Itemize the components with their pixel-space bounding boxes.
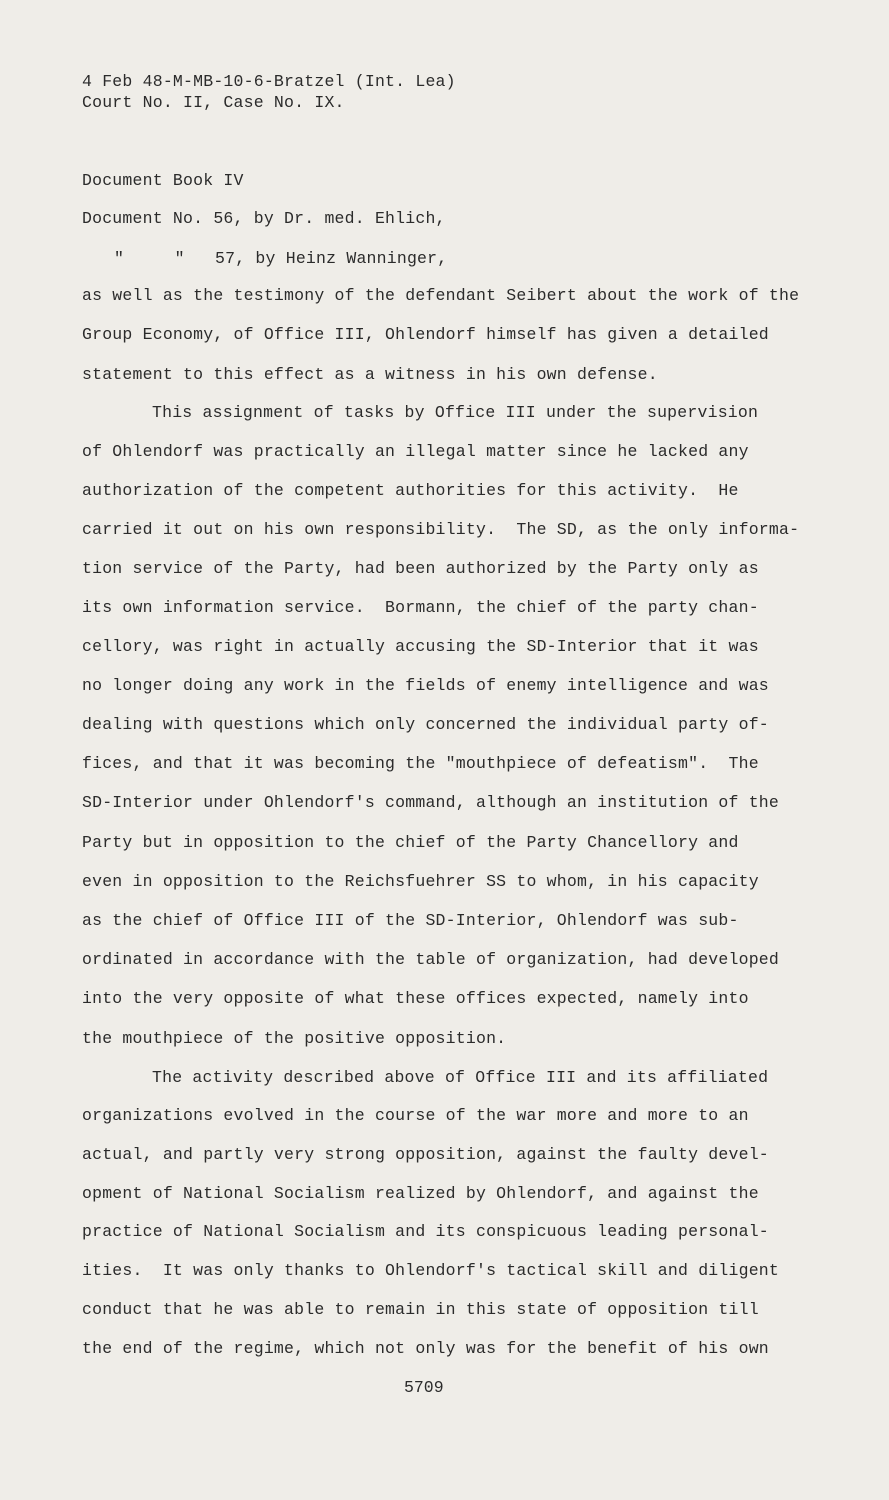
paragraph-2-line: even in opposition to the Reichsfuehrer SS to whom, in his capacity (82, 872, 759, 891)
paragraph-2-line: the mouthpiece of the positive opposition. (82, 1029, 507, 1048)
paragraph-2-line: tion service of the Party, had been authorized by the Party only as (82, 559, 759, 578)
page-number: 5709 (404, 1378, 444, 1397)
paragraph-2-line: into the very opposite of what these offices expected, namely into (82, 989, 749, 1008)
document-57-reference: " " 57, by Heinz Wanninger, (114, 249, 448, 268)
paragraph-3-line: ities. It was only thanks to Ohlendorf's tactical skill and diligent (82, 1261, 780, 1280)
paragraph-2-line: authorization of the competent authorities for this activity. He (82, 481, 739, 500)
paragraph-2-line: dealing with questions which only concerned the individual party of- (82, 715, 769, 734)
paragraph-2-line: as the chief of Office III of the SD-Interior, Ohlendorf was sub- (82, 911, 739, 930)
paragraph-1-line: Group Economy, of Office III, Ohlendorf himself has given a detailed (82, 325, 769, 344)
paragraph-3-line: opment of National Socialism realized by Ohlendorf, and against the (82, 1184, 759, 1203)
paragraph-3-line: the end of the regime, which not only was for the benefit of his own (82, 1339, 769, 1358)
document-book-reference: Document Book IV (82, 171, 244, 190)
paragraph-2-line: Party but in opposition to the chief of the Party Chancellory and (82, 833, 739, 852)
paragraph-2-line: SD-Interior under Ohlendorf's command, although an institution of the (82, 793, 780, 812)
paragraph-3-line: practice of National Socialism and its conspicuous leading personal- (82, 1222, 769, 1241)
document-56-reference: Document No. 56, by Dr. med. Ehlich, (82, 209, 446, 228)
header-line-1: 4 Feb 48-M-MB-10-6-Bratzel (Int. Lea) (82, 72, 456, 91)
paragraph-1-line: as well as the testimony of the defendant Seibert about the work of the (82, 286, 800, 305)
paragraph-2-line: carried it out on his own responsibility. The SD, as the only informa- (82, 520, 800, 539)
paragraph-2-line: ordinated in accordance with the table of organization, had developed (82, 950, 780, 969)
paragraph-3-line: The activity described above of Office III and its affiliated (152, 1068, 769, 1087)
paragraph-1-line: statement to this effect as a witness in his own defense. (82, 365, 658, 384)
paragraph-3-line: actual, and partly very strong opposition, against the faulty devel- (82, 1145, 769, 1164)
paragraph-2-line: cellory, was right in actually accusing the SD-Interior that it was (82, 637, 759, 656)
paragraph-2-line: its own information service. Bormann, the chief of the party chan- (82, 598, 759, 617)
paragraph-2-line: This assignment of tasks by Office III under the supervision (152, 403, 759, 422)
paragraph-3-line: conduct that he was able to remain in this state of opposition till (82, 1300, 759, 1319)
paragraph-2-line: fices, and that it was becoming the "mouthpiece of defeatism". The (82, 754, 759, 773)
header-line-2: Court No. II, Case No. IX. (82, 93, 345, 112)
paragraph-2-line: no longer doing any work in the fields of enemy intelligence and was (82, 676, 769, 695)
paragraph-2-line: of Ohlendorf was practically an illegal matter since he lacked any (82, 442, 749, 461)
paragraph-3-line: organizations evolved in the course of the war more and more to an (82, 1106, 749, 1125)
